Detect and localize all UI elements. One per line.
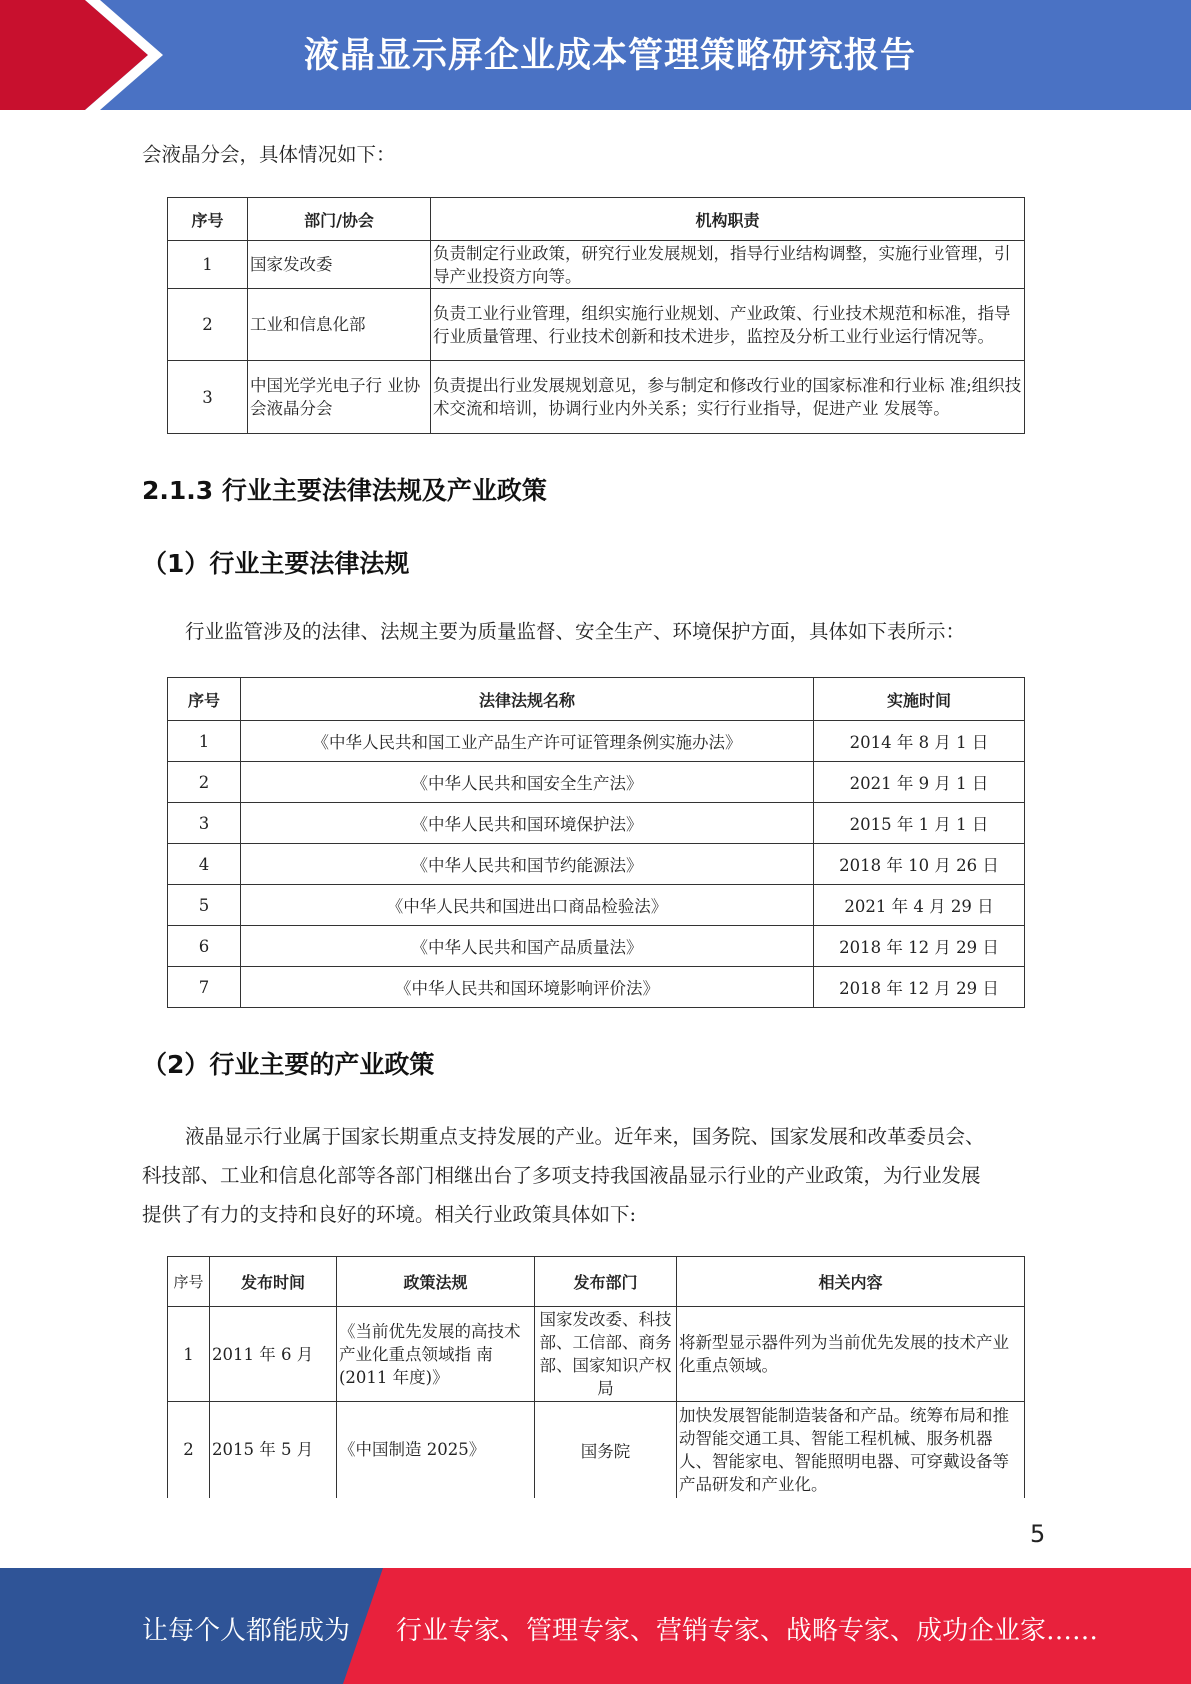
content-cell: 加快发展智能制造装备和产品。统筹布局和推动智能交通工具、智能工程机械、服务机器人、智能家电、智能照明电器、可穿戴设备等产品研发和产业化。	[677, 1402, 1025, 1498]
report-title: 液晶显示屏企业成本管理策略研究报告	[303, 36, 916, 76]
table-header-row	[168, 1257, 1025, 1307]
intro-tail-text: 会液晶分会，具体情况如下：	[142, 143, 396, 166]
row-number: 2	[168, 762, 241, 803]
laws-table	[167, 677, 1025, 1008]
policies-table	[167, 1256, 1025, 1498]
table-row	[168, 1402, 1025, 1498]
dept-cell: 国家发改委、科技部、工信部、商务部、国家知识产权局	[535, 1307, 677, 1402]
row-number: 4	[168, 844, 241, 885]
row-number: 3	[168, 361, 248, 434]
publish-time-cell: 2015 年 5 月	[210, 1402, 337, 1498]
subsection-heading-laws: （1）行业主要法律法规	[142, 549, 410, 578]
page-number: 5	[1030, 1520, 1046, 1548]
row-number: 5	[168, 885, 241, 926]
table-row	[168, 721, 1025, 762]
row-number: 3	[168, 803, 241, 844]
header-cell: 发布时间	[210, 1257, 337, 1307]
row-number: 1	[168, 1307, 210, 1402]
table-row	[168, 803, 1025, 844]
law-name-cell: 《中华人民共和国工业产品生产许可证管理条例实施办法》	[241, 721, 814, 762]
table-header-row	[168, 678, 1025, 721]
content-cell: 将新型显示器件列为当前优先发展的技术产业化重点领域。	[677, 1307, 1025, 1402]
law-date-cell: 2014 年 8 月 1 日	[814, 721, 1025, 762]
law-date-cell: 2018 年 10 月 26 日	[814, 844, 1025, 885]
policies-intro-line1: 液晶显示行业属于国家长期重点支持发展的产业。近年来，国务院、国家发展和改革委员会、	[185, 1125, 985, 1148]
footer-slogan-left: 让每个人都能成为	[142, 1616, 351, 1646]
law-date-cell: 2015 年 1 月 1 日	[814, 803, 1025, 844]
table-row	[168, 1307, 1025, 1402]
subsection-heading-policies: （2）行业主要的产业政策	[142, 1050, 435, 1079]
section-heading: 2.1.3 行业主要法律法规及产业政策	[142, 476, 547, 505]
law-name-cell: 《中华人民共和国安全生产法》	[241, 762, 814, 803]
table-row	[168, 241, 1025, 289]
header-cell: 部门/协会	[248, 198, 431, 241]
page-header	[0, 0, 1191, 110]
table-row	[168, 289, 1025, 361]
table-row	[168, 926, 1025, 967]
agency-table	[167, 197, 1025, 434]
duty-cell: 负责工业行业管理，组织实施行业规划、产业政策、行业技术规范和标准，指导行业质量管理、行业技术创新和技术进步，监控及分析工业行业运行情况等。	[431, 289, 1025, 361]
law-name-cell: 《中华人民共和国进出口商品检验法》	[241, 885, 814, 926]
policies-intro-line2: 科技部、工业和信息化部等各部门相继出台了多项支持我国液晶显示行业的产业政策，为行业发展	[142, 1164, 981, 1187]
law-date-cell: 2021 年 4 月 29 日	[814, 885, 1025, 926]
table-row	[168, 762, 1025, 803]
policy-cell: 《中国制造 2025》	[337, 1402, 535, 1498]
law-date-cell: 2018 年 12 月 29 日	[814, 926, 1025, 967]
law-date-cell: 2021 年 9 月 1 日	[814, 762, 1025, 803]
row-number: 2	[168, 1402, 210, 1498]
table-row	[168, 361, 1025, 434]
policy-cell: 《当前优先发展的高技术产业化重点领域指 南(2011 年度)》	[337, 1307, 535, 1402]
dept-cell: 国家发改委	[248, 241, 431, 289]
law-name-cell: 《中华人民共和国环境保护法》	[241, 803, 814, 844]
dept-cell: 国务院	[535, 1402, 677, 1498]
header-cell: 法律法规名称	[241, 678, 814, 721]
table-header-row	[168, 198, 1025, 241]
law-name-cell: 《中华人民共和国环境影响评价法》	[241, 967, 814, 1008]
header-cell: 序号	[168, 1257, 210, 1307]
header-cell: 序号	[168, 678, 241, 721]
row-number: 2	[168, 289, 248, 361]
row-number: 6	[168, 926, 241, 967]
header-cell: 实施时间	[814, 678, 1025, 721]
law-date-cell: 2018 年 12 月 29 日	[814, 967, 1025, 1008]
dept-cell: 中国光学光电子行 业协会液晶分会	[248, 361, 431, 434]
row-number: 1	[168, 241, 248, 289]
header-cell: 发布部门	[535, 1257, 677, 1307]
table-row	[168, 885, 1025, 926]
duty-cell: 负责提出行业发展规划意见，参与制定和修改行业的国家标准和行业标 准;组织技术交流和培训，协调行业内外关系；实行行业指导，促进产业 发展等。	[431, 361, 1025, 434]
header-cell: 政策法规	[337, 1257, 535, 1307]
row-number: 7	[168, 967, 241, 1008]
footer-slogan-right: 行业专家、管理专家、营销专家、战略专家、成功企业家……	[396, 1616, 1099, 1646]
law-name-cell: 《中华人民共和国节约能源法》	[241, 844, 814, 885]
header-cell: 序号	[168, 198, 248, 241]
duty-cell: 负责制定行业政策，研究行业发展规划，指导行业结构调整，实施行业管理，引导产业投资方向等。	[431, 241, 1025, 289]
policies-intro-line3: 提供了有力的支持和良好的环境。相关行业政策具体如下:	[142, 1203, 637, 1226]
row-number: 1	[168, 721, 241, 762]
laws-intro-text: 行业监管涉及的法律、法规主要为质量监督、安全生产、环境保护方面，具体如下表所示：	[185, 620, 966, 643]
page-footer	[0, 1568, 1191, 1684]
header-cell: 机构职责	[431, 198, 1025, 241]
dept-cell: 工业和信息化部	[248, 289, 431, 361]
table-row	[168, 967, 1025, 1008]
table-row	[168, 844, 1025, 885]
publish-time-cell: 2011 年 6 月	[210, 1307, 337, 1402]
header-cell: 相关内容	[677, 1257, 1025, 1307]
law-name-cell: 《中华人民共和国产品质量法》	[241, 926, 814, 967]
